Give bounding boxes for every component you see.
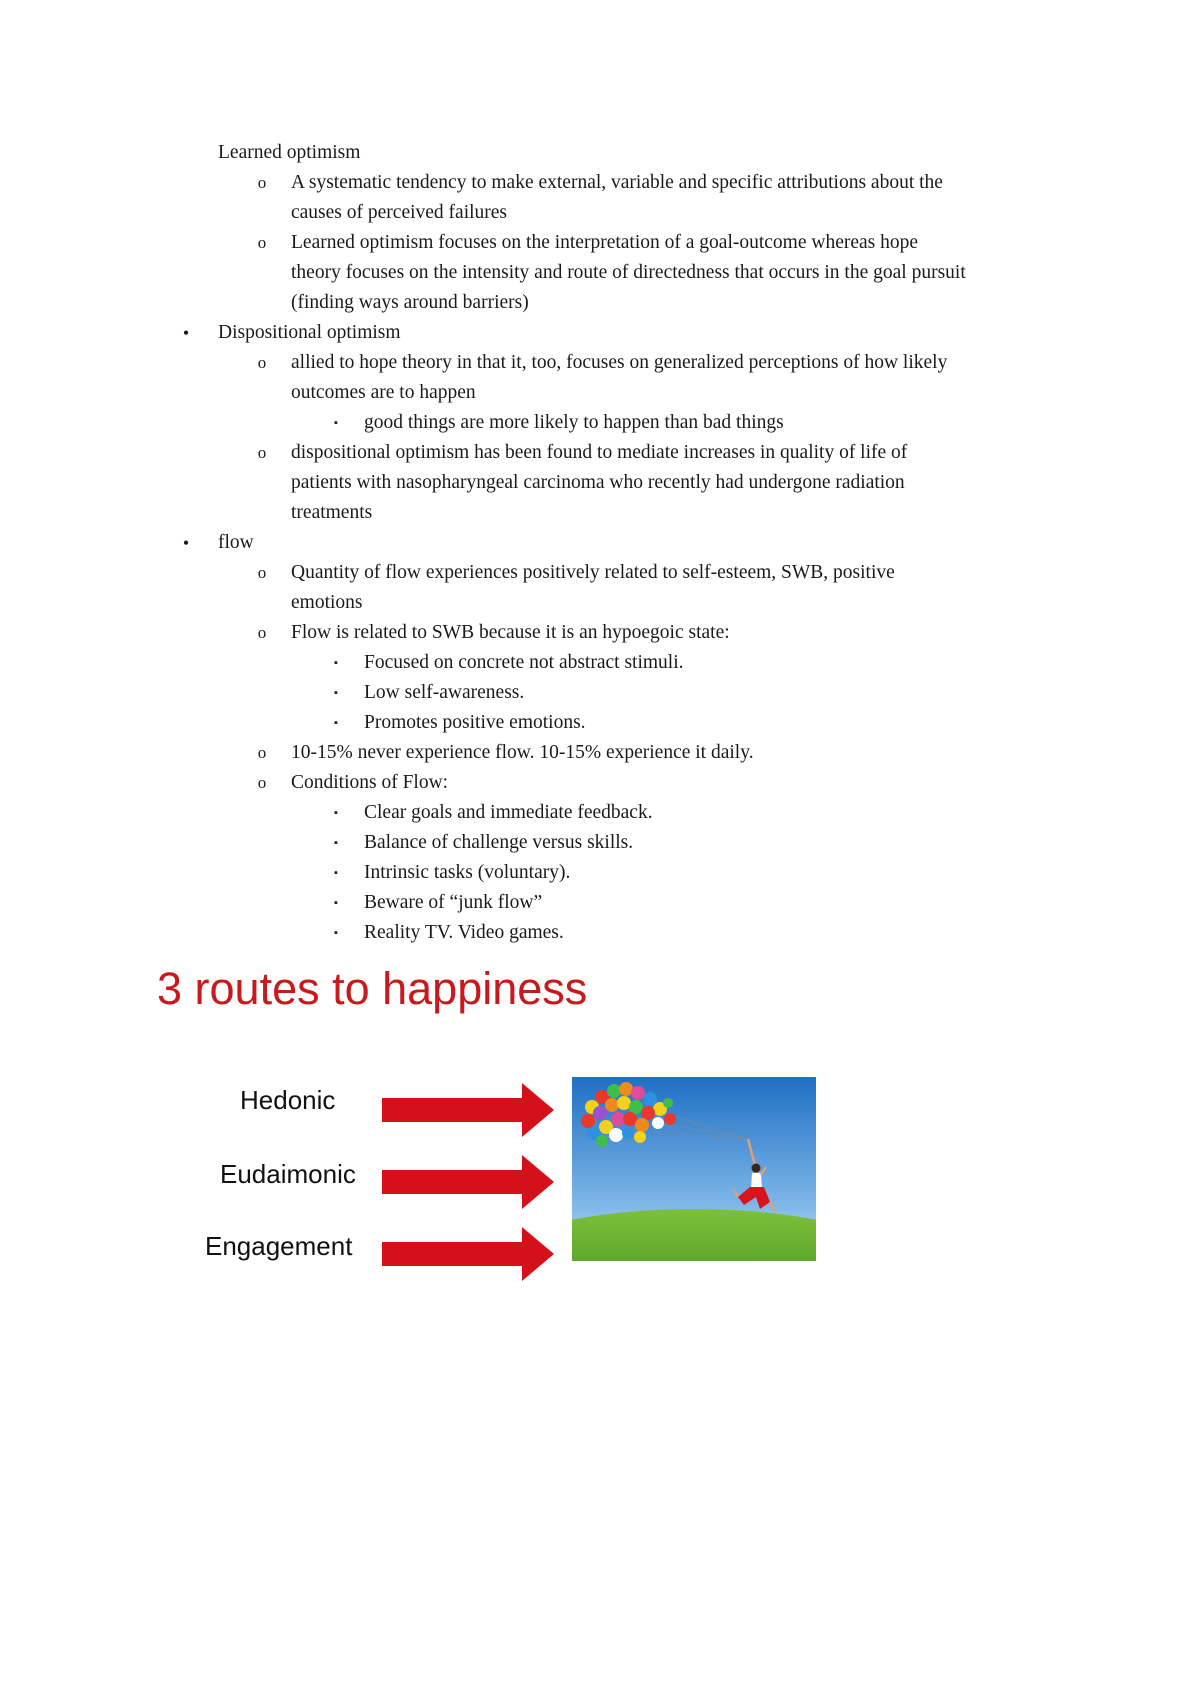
balloons-jumping-woman-photo: [572, 1077, 816, 1261]
circle-marker: o: [257, 233, 267, 252]
section-title-dispositional-optimism: Dispositional optimism: [218, 322, 401, 343]
bullet-marker: •: [182, 323, 190, 343]
list-item: Conditions of Flow:: [291, 772, 449, 793]
square-marker: ▪: [334, 897, 338, 909]
bullet-marker: •: [182, 533, 190, 553]
arrow-right-icon: [382, 1155, 554, 1209]
list-item-continuation: causes of perceived failures: [291, 202, 508, 223]
square-marker: ▪: [334, 717, 338, 729]
sub-list-item: Beware of “junk flow”: [364, 892, 543, 913]
list-item: Flow is related to SWB because it is an hypoegoic state:: [291, 622, 730, 643]
circle-marker: o: [257, 623, 267, 642]
list-item: allied to hope theory in that it, too, focuses on generalized perceptions of how likely: [291, 352, 948, 373]
slide-heading: 3 routes to happiness: [157, 963, 588, 1014]
sub-list-item: Promotes positive emotions.: [364, 712, 586, 733]
list-item-continuation: emotions: [291, 592, 363, 613]
circle-marker: o: [257, 773, 267, 792]
sub-list-item: Balance of challenge versus skills.: [364, 832, 634, 853]
square-marker: ▪: [334, 867, 338, 879]
circle-marker: o: [257, 743, 267, 762]
route-label-engagement: Engagement: [205, 1231, 353, 1261]
route-label-hedonic: Hedonic: [240, 1085, 336, 1115]
list-item: Quantity of flow experiences positively related to self-esteem, SWB, positive: [291, 562, 895, 583]
square-marker: ▪: [334, 927, 338, 939]
list-item-continuation: patients with nasopharyngeal carcinoma who recently had undergone radiation: [291, 472, 905, 493]
sub-list-item: Clear goals and immediate feedback.: [364, 802, 653, 823]
sub-list-item: Intrinsic tasks (voluntary).: [364, 862, 571, 883]
square-marker: ▪: [334, 687, 338, 699]
list-item-continuation: treatments: [291, 502, 373, 523]
sub-list-item: Reality TV. Video games.: [364, 922, 564, 943]
arrow-right-icon: [382, 1083, 554, 1137]
section-title-learned-optimism: Learned optimism: [218, 142, 361, 163]
list-item: Learned optimism focuses on the interpretation of a goal-outcome whereas hope: [291, 232, 919, 253]
circle-marker: o: [257, 563, 267, 582]
list-item: dispositional optimism has been found to mediate increases in quality of life of: [291, 442, 908, 463]
list-item: A systematic tendency to make external, variable and specific attributions about the: [291, 172, 943, 193]
square-marker: ▪: [334, 657, 338, 669]
route-label-eudaimonic: Eudaimonic: [220, 1159, 356, 1189]
list-item: 10-15% never experience flow. 10-15% experience it daily.: [291, 742, 754, 763]
arrow-right-icon: [382, 1227, 554, 1281]
square-marker: ▪: [334, 837, 338, 849]
list-item-continuation: (finding ways around barriers): [291, 292, 529, 313]
square-marker: ▪: [334, 807, 338, 819]
list-item-continuation: outcomes are to happen: [291, 382, 476, 403]
sub-list-item: Focused on concrete not abstract stimuli.: [364, 652, 684, 673]
section-title-flow: flow: [218, 532, 254, 553]
circle-marker: o: [257, 353, 267, 372]
sub-list-item: Low self-awareness.: [364, 682, 525, 703]
list-item-continuation: theory focuses on the intensity and route of directedness that occurs in the goal pursuit: [291, 262, 966, 283]
circle-marker: o: [257, 173, 267, 192]
sub-list-item: good things are more likely to happen than bad things: [364, 412, 784, 433]
square-marker: ▪: [334, 417, 338, 429]
circle-marker: o: [257, 443, 267, 462]
